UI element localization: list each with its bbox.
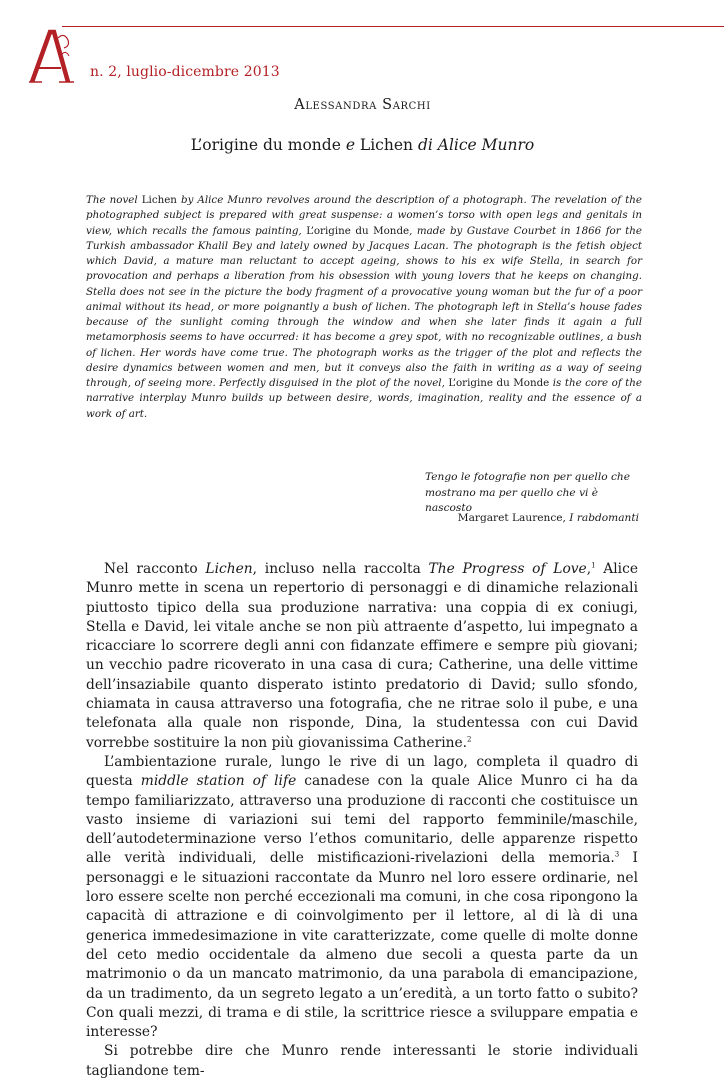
header-rule bbox=[62, 26, 724, 27]
article-title: L’origine du monde e Lichen di Alice Munro bbox=[190, 136, 535, 154]
paragraph: L’ambientazione rurale, lungo le rive di un lago, completa il quadro di questa middle station of life canadese con la quale Alice Munro ci ha da tempo familiarizzato, attraverso una produzione di racconti che costituisce un vasto insieme di variazioni sui temi del rapporto femminile/maschile, dell’autodeterminazione verso l’ethos comunitario, delle apparenze rispetto alle verità individuali, delle mistificazioni-rivelazioni della memoria.$^3$ I personaggi e le situazioni raccontate da Munro nel loro essere ordinarie, nel loro essere scelte non perché eccezionali ma comuni, in che cosa ripongono la capacità di attrazione e di coinvolgimento per il lettore, al di là di una generica immedesimazione in vite caratterizzate, come quelle di molte donne del ceto medio occidentale da almeno due secoli a questa parte da un matrimonio o da un mancato matrimonio, da una parabola di emancipazione, da un tradimento, da un segreto legato a un’eredità, a un torto fatto o subito? Con quali mezzi, di trama e di stile, la scrittrice riesce a sviluppare empatia e interesse? bbox=[86, 753, 638, 1041]
epigraph-line: mostrano ma per quello che vi è nascosto bbox=[425, 486, 599, 514]
footnote-ref[interactable]: 1 bbox=[591, 561, 596, 570]
author-name: Alessandra Sarchi bbox=[294, 97, 431, 113]
paragraph: Si potrebbe dire che Munro rende interessanti le storie individuali tagliandone tem- bbox=[86, 1043, 638, 1079]
epigraph-line: Tengo le fotografie non per quello che bbox=[425, 471, 630, 483]
footnote-ref[interactable]: 3 bbox=[614, 850, 620, 859]
epigraph-source: Margaret Laurence, I rabdomanti bbox=[457, 512, 639, 524]
abstract: The novel Lichen by Alice Munro revolves around the description of a photograph. The revelation of the photographed subject is prepared with great suspense: a women’s torso with open legs and genitals in view, which recalls the famous painting, L’origine du Monde, made by Gustave Courbet in 1866 for the Turkish ambassador Khalil Bey and lately owned by Jacques Lacan. The photograph is the fetish object which David, a mature man reluctant to accept ageing, shows to his ex wife Stella, in search for provocation and perhaps a liberation from his obsession with young lovers that he keeps on changing. Stella does not see in the picture the body fragment of a provocative young woman but the fur of a poor animal without its head, or more poignantly a bush of lichen. The photograph left in Stella’s house fades because of the sunlight coming through the window and when she later finds it again a full metamorphosis seems to have occurred: it has become a grey spot, with no recognizable outlines, a bush of lichen. Her words have come true. The photograph works as the trigger of the plot and reflects the desire dynamics between women and men, but it conveys also the faith in writing as a way of seeing through, of seeing more. Perfectly disguised in the plot of the novel, L’origine du Monde is the core of the narrative interplay Munro builds up between desire, words, imagination, reality and the essence of a work of art. bbox=[86, 194, 642, 420]
footnote-ref[interactable]: 2 bbox=[467, 735, 472, 744]
paragraph: Nel racconto Lichen, incluso nella raccolta The Progress of Love,$^1$ Alice Munro mette in scena un repertorio di personaggi e di dinamiche relazionali piuttosto tipico della sua produzione narrativa: una coppia di ex coniugi, Stella e David, lei vitale anche se non più attraente d’aspetto, lui impegnato a ricacciare lo scorrere degli anni con fidanzate effimere e sempre più giovani; un vecchio padre ricoverato in una casa di cura; Catherine, una delle vittime dell’insaziabile quanto disperato istinto predatorio di David; sullo sfondo, chiamata in causa attraverso una fotografia, che ne ritrae solo il pube, e una telefonata alla quale non risponde, Dina, la studentessa con cui David vorrebbe sostituire la non più giovanissima Catherine.$^2$ bbox=[86, 561, 638, 751]
issue-label: n. 2, luglio-dicembre 2013 bbox=[90, 64, 280, 80]
epigraph-quote bbox=[425, 470, 640, 517]
body-text bbox=[86, 560, 638, 1081]
journal-logo bbox=[28, 28, 88, 86]
